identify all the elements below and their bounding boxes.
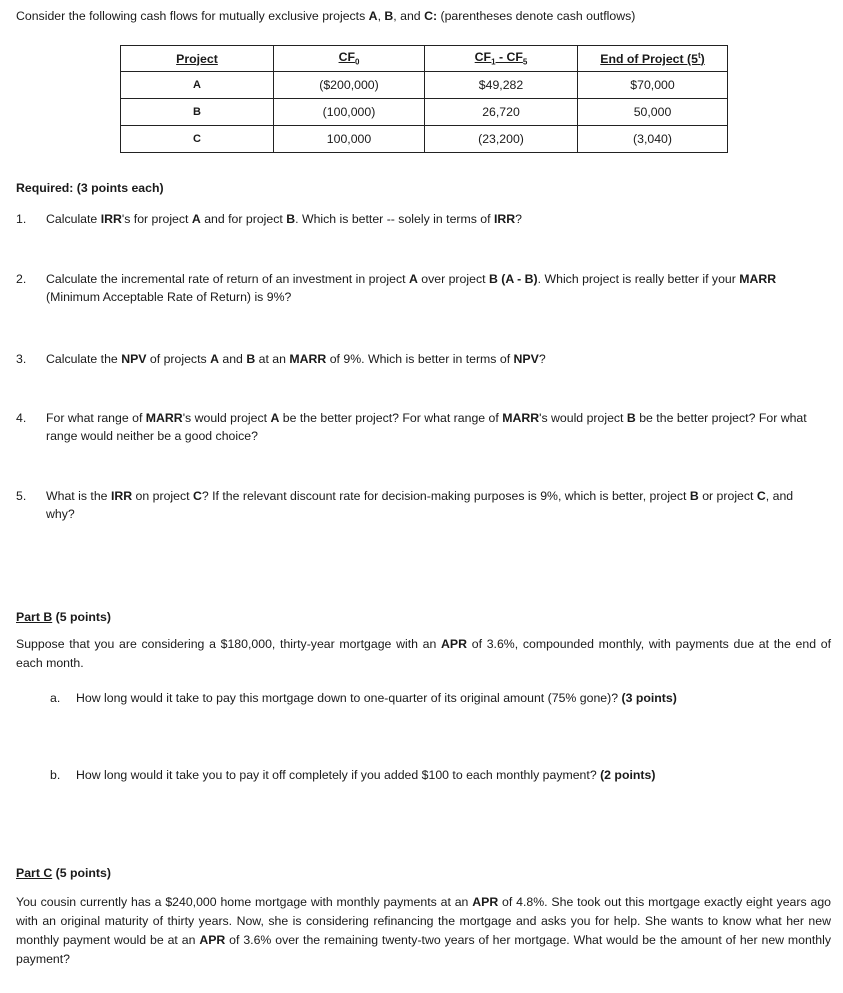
para-text: of 3.6% over the remaining twenty-two years of her mortgage. What would be the amount of her new monthly payment?: [16, 933, 831, 966]
part-b-points: (5 points): [52, 610, 111, 624]
cell-cf0: 100,000: [274, 126, 425, 153]
q-text: of 9%. Which is better in terms of: [326, 352, 514, 366]
intro-prefix: Consider the following cash flows for mutually exclusive projects: [16, 9, 369, 23]
question-text: [46, 270, 821, 306]
q-text: 's would project: [182, 411, 271, 425]
q-bold: MARR: [289, 352, 327, 366]
cell-cf1-5: (23,200): [425, 126, 578, 153]
part-c-heading: [16, 866, 111, 880]
q-text: Calculate the: [46, 352, 122, 366]
cell-cf0: ($200,000): [274, 72, 425, 99]
question-text: [46, 350, 821, 368]
item-text: [76, 766, 810, 784]
header-end-sup: t: [697, 50, 701, 60]
q-text: Calculate: [46, 212, 101, 226]
para-text: of 4.8%. She took out this mortgage exactly eight years ago with an original maturity of thirty years. Now, she is considering refinancing the mortgage and asks you for help. She wants to know what her new monthly payment would be at an: [16, 895, 831, 947]
item-text: [76, 689, 810, 707]
q-text: What is the: [46, 489, 111, 503]
part-b-title: Part B: [16, 610, 53, 624]
q-text: be the better project? For what range of: [279, 411, 503, 425]
para-text: Suppose that you are considering a $180,000, thirty-year mortgage with an: [16, 637, 442, 651]
question-number: 2.: [16, 272, 27, 286]
item-body: How long would it take you to pay it off completely if you added $100 to each monthly payment?: [76, 768, 601, 782]
q-text: 's for project: [121, 212, 192, 226]
q-text: and: [218, 352, 247, 366]
intro-project-c: C: [424, 9, 433, 23]
q-bold: B: [689, 489, 699, 503]
para-bold: APR: [441, 637, 468, 651]
cell-end: $70,000: [578, 72, 728, 99]
cell-end: (3,040): [578, 126, 728, 153]
q-bold: IRR: [100, 212, 122, 226]
q-text: Calculate the incremental rate of return of an investment in project: [46, 272, 409, 286]
header-cf1-5: [425, 46, 578, 72]
table-header-row: [121, 46, 728, 72]
q-bold: A: [191, 212, 201, 226]
table-row: [121, 72, 728, 99]
intro-project-b: B: [384, 9, 394, 23]
header-end-main: End of Project (5: [600, 52, 698, 67]
q-text: ?: [538, 352, 546, 366]
cell-cf1-5: 26,720: [425, 99, 578, 126]
cell-project: B: [121, 99, 274, 126]
cell-cf1-5: $49,282: [425, 72, 578, 99]
question-text: [46, 409, 821, 445]
required-heading: Required: (3 points each): [16, 181, 164, 195]
q-bold: IRR: [493, 212, 516, 226]
cell-project: C: [121, 126, 274, 153]
q-bold: A: [210, 352, 219, 366]
item-label: b.: [50, 768, 61, 782]
cash-flow-table: [120, 45, 728, 153]
para-bold: APR: [472, 895, 499, 909]
q-text: . Which project is really better if your: [537, 272, 740, 286]
q-bold: MARR: [145, 411, 183, 425]
part-c-paragraph: [16, 893, 831, 969]
q-bold: B: [286, 212, 296, 226]
para-text: of 3.6%, compounded monthly, with payments due at the end of each month.: [16, 637, 831, 670]
q-text: and for project: [200, 212, 287, 226]
q-bold: MARR: [502, 411, 540, 425]
intro-colon: :: [432, 9, 438, 23]
header-cf0-main: CF: [338, 50, 355, 65]
cell-project: A: [121, 72, 274, 99]
header-cf1-main: CF: [474, 50, 492, 65]
q-text: 's would project: [539, 411, 627, 425]
table-row: [121, 99, 728, 126]
q-bold: NPV: [513, 352, 539, 366]
q-text: on project: [132, 489, 193, 503]
question-number: 3.: [16, 352, 27, 366]
item-points: (2 points): [600, 768, 656, 782]
para-bold: APR: [199, 933, 226, 947]
item-body: How long would it take to pay this mortgage down to one-quarter of its original amount (75% gone)?: [76, 691, 622, 705]
intro-sep: , and: [393, 9, 425, 23]
q-text: ?: [515, 212, 523, 226]
item-points: (3 points): [621, 691, 677, 705]
q-text: be the better project? For what range would neither be a good choice?: [46, 411, 807, 443]
question-text: [46, 210, 821, 228]
q-bold: MARR: [739, 272, 777, 286]
question-number: 1.: [16, 212, 27, 226]
intro-text: [16, 9, 635, 23]
q-bold: IRR: [110, 489, 133, 503]
q-bold: A: [270, 411, 280, 425]
header-cf5-sub: 5: [522, 57, 528, 67]
q-text: , and why?: [46, 489, 794, 521]
q-text: over project: [417, 272, 489, 286]
q-text: ? If the relevant discount rate for decision-making purposes is 9%, which is better, project: [201, 489, 690, 503]
q-text: at an: [255, 352, 290, 366]
intro-sep: ,: [377, 9, 385, 23]
cell-end: 50,000: [578, 99, 728, 126]
header-cf0: [274, 46, 425, 72]
para-text: You cousin currently has a $240,000 home mortgage with monthly payments at an: [16, 895, 473, 909]
header-cf1-sub: 1: [491, 57, 496, 67]
q-bold: C: [192, 489, 202, 503]
header-cf5-main: - CF: [495, 50, 523, 65]
part-b-heading: [16, 610, 111, 624]
intro-suffix: (parentheses denote cash outflows): [437, 9, 636, 23]
header-project: Project: [121, 46, 274, 72]
header-cf0-sub: 0: [354, 57, 360, 67]
item-label: a.: [50, 691, 61, 705]
header-end-of-project: [578, 46, 728, 72]
question-number: 5.: [16, 489, 27, 503]
q-text: (Minimum Acceptable Rate of Return) is 9%?: [46, 290, 292, 304]
table-row: [121, 126, 728, 153]
header-end-close: ): [700, 52, 705, 67]
q-bold: C: [756, 489, 766, 503]
q-text: For what range of: [46, 411, 146, 425]
cell-cf0: (100,000): [274, 99, 425, 126]
question-text: [46, 487, 821, 523]
q-bold: NPV: [121, 352, 147, 366]
q-bold: B: [246, 352, 256, 366]
question-number: 4.: [16, 411, 27, 425]
q-text: of projects: [146, 352, 211, 366]
q-bold: B (A - B): [488, 272, 538, 286]
part-b-intro: [16, 635, 831, 673]
q-bold: A: [408, 272, 418, 286]
intro-project-a: A: [368, 9, 378, 23]
part-c-points: (5 points): [52, 866, 111, 880]
q-text: . Which is better -- solely in terms of: [295, 212, 494, 226]
q-text: or project: [698, 489, 757, 503]
q-bold: B: [626, 411, 636, 425]
part-c-title: Part C: [16, 866, 53, 880]
